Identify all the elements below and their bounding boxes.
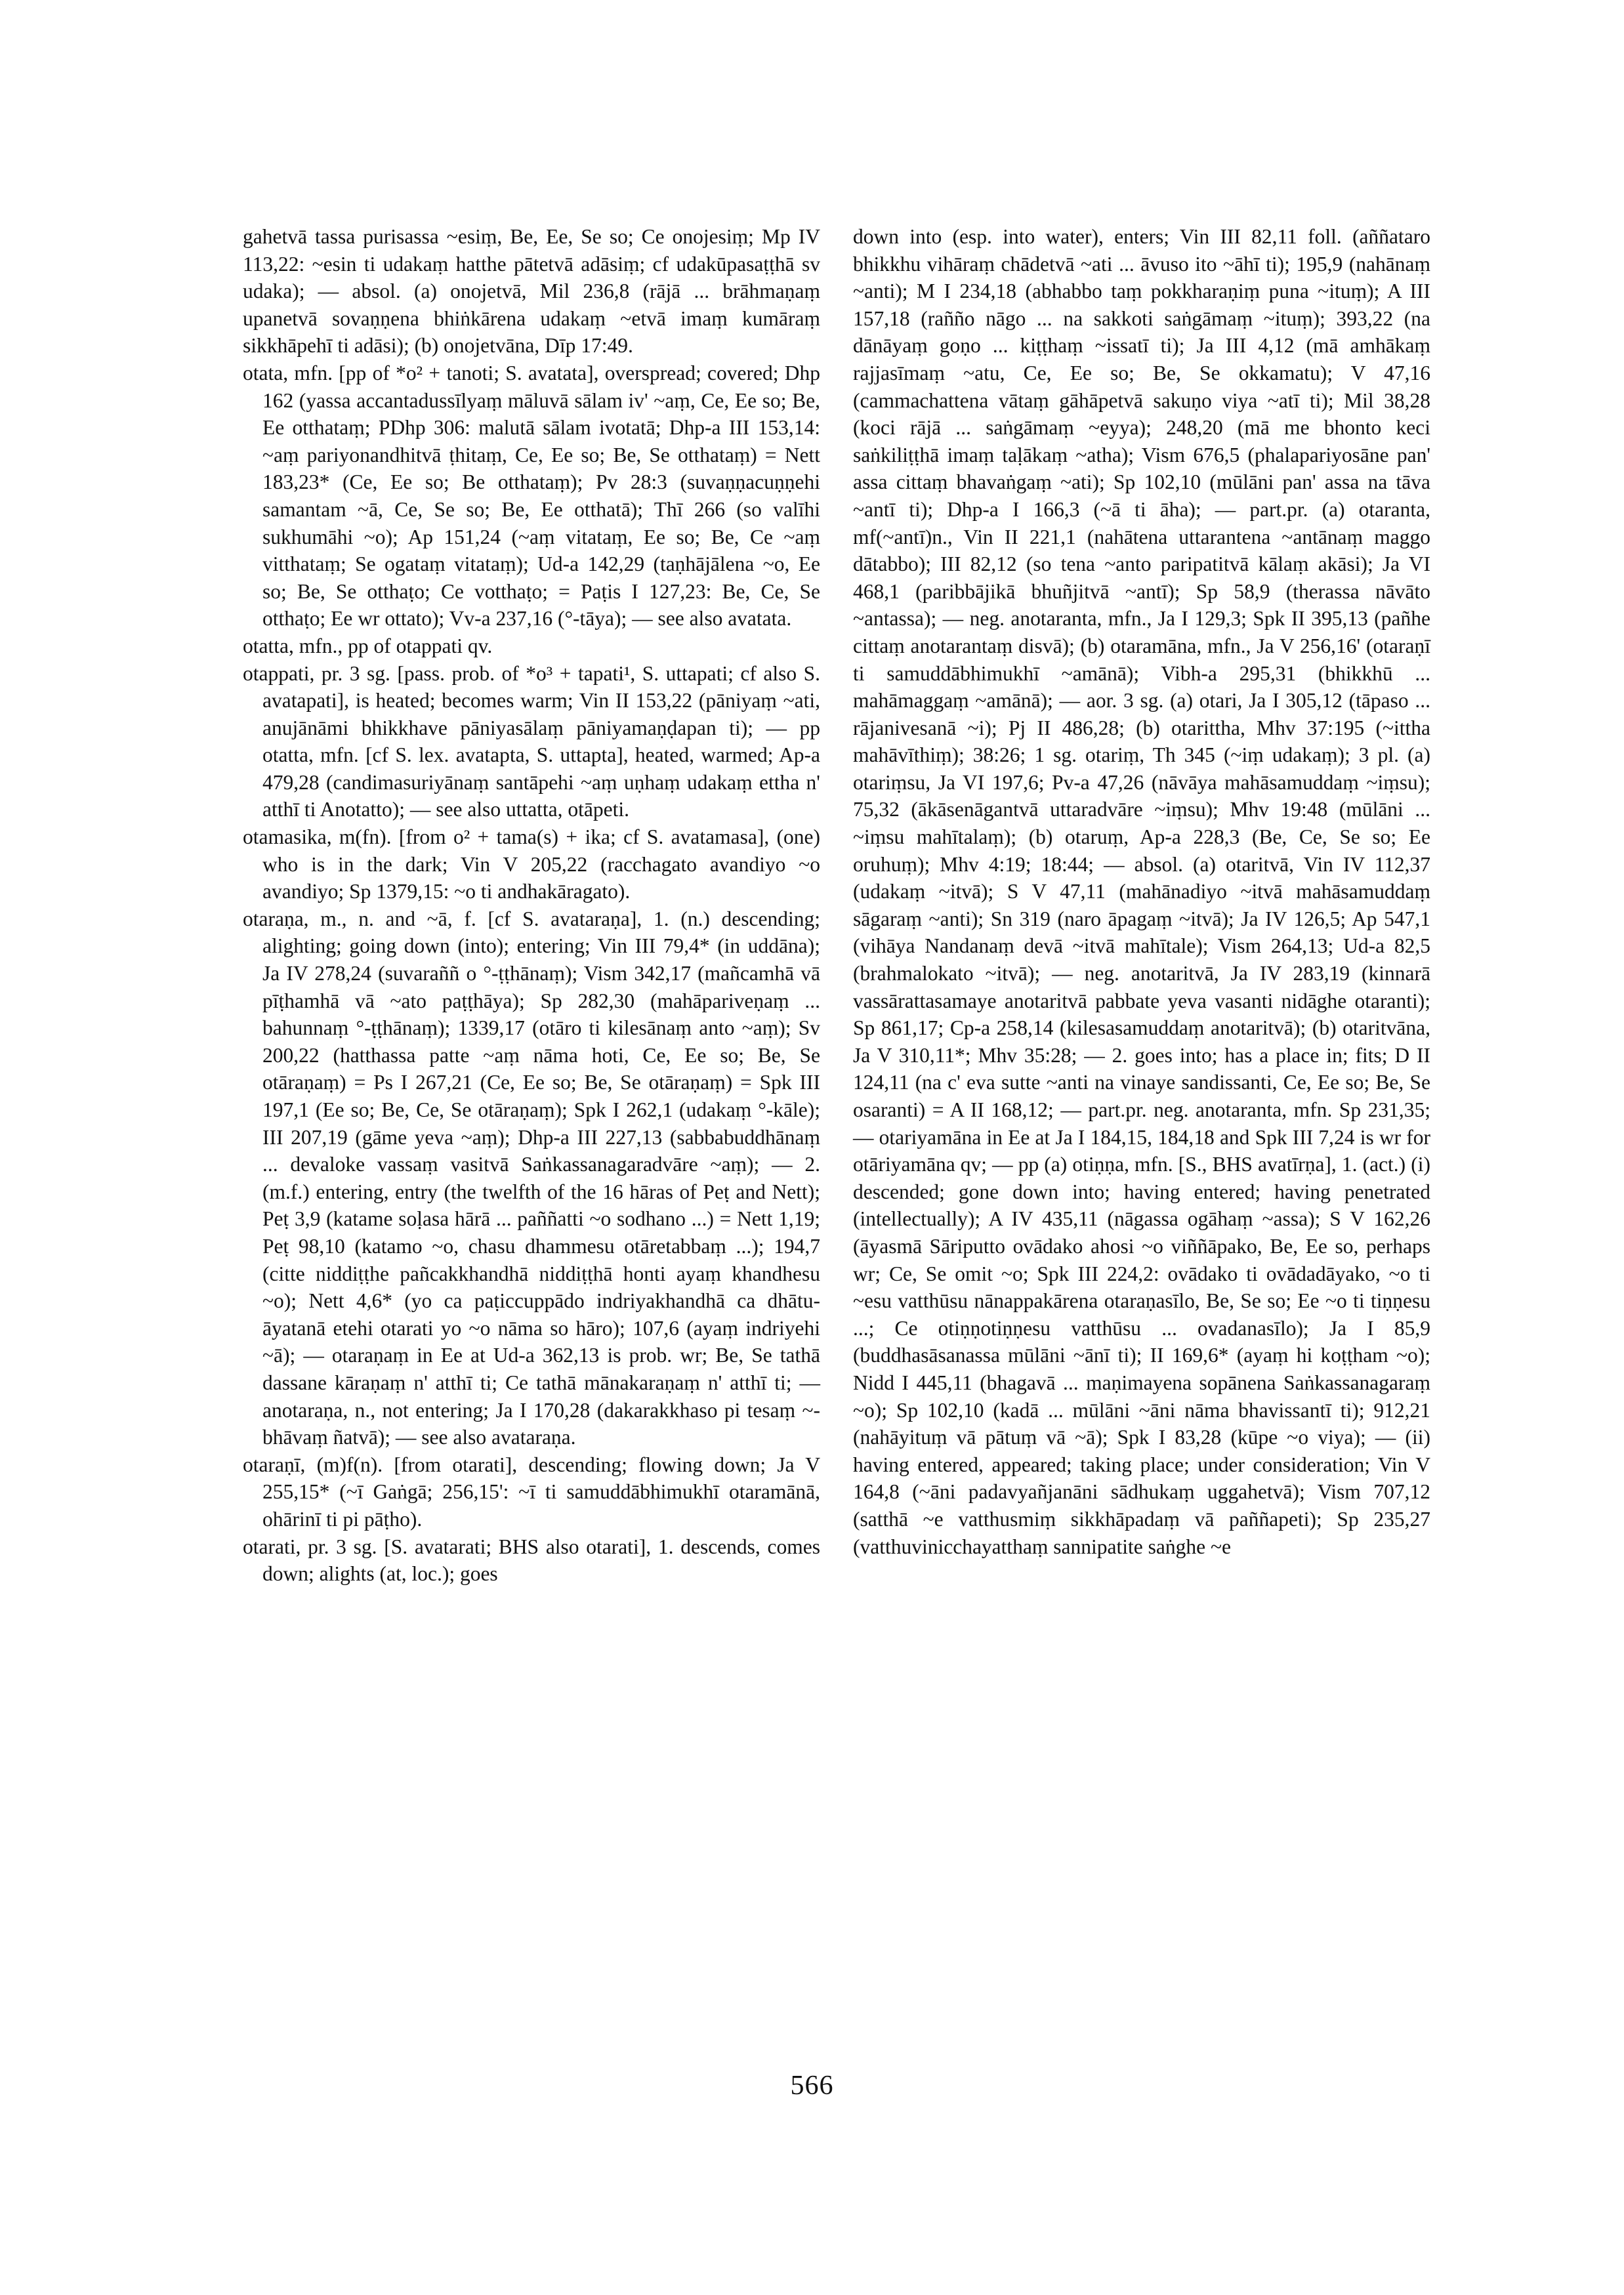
left-column [243, 223, 820, 1588]
entry-otata: otata, mfn. [pp of *o² + tanoti; S. avatata], overspread; covered; Dhp 162 (yassa accantadussīlyaṃ māluvā sālam iv' ~aṃ, Ce, Ee so; Be, Ee otthataṃ; PDhp 306: malutā sālam ivotatā; Dhp-a III 153,14: ~aṃ pariyonandhitvā ṭhitaṃ, Ce, Ee so; Be, Se otthataṃ) = Nett 183,23* (Ce, Ee so; Be otthataṃ); Pv 28:3 (suvaṇṇacuṇṇehi samantam ~ā, Ce, Se so; Be, Ee otthatā); Thī 266 (so valīhi sukhumāhi ~o); Ap 151,24 (~aṃ vitataṃ, Ee so; Be, Ce ~aṃ vitthataṃ; Se ogataṃ vitataṃ); Ud-a 142,29 (taṇhājālena ~o, Ee so; Be, Se otthaṭo; Ce votthaṭo; = Paṭis I 127,23: Be, Ce, Se otthaṭo; Ee wr ottato); Vv-a 237,16 (°-tāya); — see also avatata. [243, 361, 820, 631]
entry-otappati: otappati, pr. 3 sg. [pass. prob. of *o³ + tapati¹, S. uttapati; cf also S. avatapati], is heated; becomes warm; Vin II 153,22 (pāniyaṃ ~ati, anujānāmi bhikkhave pāniyasālaṃ pāniyamaṇḍapan ti); — pp otatta, mfn. [cf S. lex. avatapta, S. uttapta], heated, warmed; Ap-a 479,28 (candimasuriyānaṃ santāpehi ~aṃ uṇhaṃ udakaṃ ettha n' atthī ti Anotatto); — see also uttatta, otāpeti. [243, 661, 820, 821]
entry-otarati-continuation: down into (esp. into water), enters; Vin III 82,11 foll. (aññataro bhikkhu vihāraṃ chādetvā ~ati ... āvuso ito ~āhī ti); 195,9 (nahānaṃ ~anti); M I 234,18 (abhabbo taṃ pokkharaṇiṃ puna ~ituṃ); A III 157,18 (rañño nāgo ... na sakkoti saṅgāmaṃ ~ituṃ); 393,22 (na dānāyaṃ goṇo ... kiṭṭhaṃ ~issatī ti); Ja III 4,12 (mā amhākaṃ rajjasīmaṃ ~atu, Ce, Ee so; Be, Se okkamatu); V 47,16 (cammachattena vātaṃ gāhāpetvā sakuṇo viya ~atī ti); Mil 38,28 (koci rājā ... saṅgāmaṃ ~eyya); 248,20 (mā me bhonto keci saṅkiliṭṭhā imaṃ taḷākaṃ ~atha); Vism 676,5 (phalapariyosāne pan' assa cittaṃ bhavaṅgaṃ ~ati); Sp 102,10 (mūlāni pan' assa na tāva ~antī ti); Dhp-a I 166,3 (~ā ti āha); — part.pr. (a) otaranta, mf(~antī)n., Vin II 221,1 (nahātena uttarantena ~antānaṃ maggo dātabbo); III 82,12 (so tena ~anto paripatitvā kālaṃ akāsi); Ja VI 468,1 (paribbājikā bhuñjitvā ~antī); Sp 58,9 (therassa nāvāto ~antassa); — neg. anotaranta, mfn., Ja I 129,3; Spk II 395,13 (pañhe cittaṃ anotarantaṃ disvā); (b) otaramāna, mfn., Ja V 256,16' (otaraṇī ti samuddābhimukhī ~amānā); Vibh-a 295,31 (bhikkhū ... mahāmaggaṃ ~amānā); — aor. 3 sg. (a) otari, Ja I 305,12 (tāpaso ... rājanivesanā ~i); Pj II 486,28; (b) otarittha, Mhv 37:195 (~ittha mahāvīthiṃ); 38:26; 1 sg. otariṃ, Th 345 (~iṃ udakaṃ); 3 pl. (a) otariṃsu, Ja VI 197,6; Pv-a 47,26 (nāvāya mahāsamuddaṃ ~iṃsu); 75,32 (ākāsenāgantvā uttaradvāre ~iṃsu); Mhv 19:48 (mūlāni ... ~iṃsu mahītalaṃ); (b) otaruṃ, Ap-a 228,3 (Be, Ce, Se so; Ee oruhuṃ); Mhv 4:19; 18:44; — absol. (a) otaritvā, Vin IV 112,37 (udakaṃ ~itvā); S V 47,11 (mahānadiyo ~itvā mahāsamuddaṃ sāgaraṃ ~anti); Sn 319 (naro āpagaṃ ~itvā); Ja IV 126,5; Ap 547,1 (vihāya Nandanaṃ devā ~itvā mahītale); Vism 264,13; Ud-a 82,5 (brahmalokato ~itvā); — neg. anotaritvā, Ja IV 283,19 (kinnarā vassārattasamaye anotaritvā pabbate yeva vasanti nidāghe otaranti); Sp 861,17; Cp-a 258,14 (kilesasamuddaṃ anotaritvā); (b) otaritvāna, Ja V 310,11*; Mhv 35:28; — 2. goes into; has a place in; fits; D II 124,11 (na c' eva sutte ~anti na vinaye sandissanti, Ce, Ee so; Be, Se osaranti) = A II 168,12; — part.pr. neg. anotaranta, mfn. Sp 231,35; — otariyamāna in Ee at Ja I 184,15, 184,18 and Spk III 7,24 is wr for otāriyamāna qv; — pp (a) otiṇṇa, mfn. [S., BHS avatīrṇa], 1. (act.) (i) descended; gone down into; having entered; having penetrated (intellectually); A IV 435,11 (nāgassa ogāhaṃ ~assa); S V 162,26 (āyasmā Sāriputto ovādako ahosi ~o viññāpako, Be, Ee so, perhaps wr; Ce, Se omit ~o; Spk III 224,2: ovādako ti ovādadāyako, ~o ti ~esu vatthūsu nānappakārena otaraṇasīlo, Be, Se so; Ee ~o ti tiṇṇesu ...; Ce otiṇṇotiṇṇesu vatthūsu ... ovadanasīlo); Ja I 85,9 (buddhasāsanassa mūlāni ~ānī ti); II 169,6* (ayaṃ hi koṭṭham ~o); Nidd I 445,11 (bhagavā ... maṇimayena sopānena Saṅkassanagaraṃ ~o); Sp 102,10 (kadā ... mūlāni ~āni nāma bhavissantī ti); 912,21 (nahāyituṃ vā pātuṃ vā ~ā); Spk I 83,28 (kūpe ~o viya); — (ii) having entered, appeared; taking place; under consideration; Vin V 164,8 (~āni padavyañjanāni sādhukaṃ uggahetvā); Vism 707,12 (satthā ~e vatthusmiṃ sikkhāpadaṃ vā paññapeti); Sp 235,27 (vatthuvinicchayatthaṃ sannipatite saṅghe ~e [853, 225, 1430, 1558]
entry-otarati: otarati, pr. 3 sg. [S. avatarati; BHS also otarati], 1. descends, comes down; alights (at, loc.); goes [243, 1535, 820, 1586]
right-column [853, 223, 1430, 1560]
entry-otarana: otaraṇa, m., n. and ~ā, f. [cf S. avataraṇa], 1. (n.) descending; alighting; going down (into); entering; Vin III 79,4* (in uddāna); Ja IV 278,24 (suvaraññ o °-ṭṭhānaṃ); Vism 342,17 (mañcamhā vā pīṭhamhā vā ~ato paṭṭhāya); Sp 282,30 (mahāpariveṇaṃ ... bahunnaṃ °-ṭṭhānaṃ); 1339,17 (otāro ti kilesānaṃ anto ~aṃ); Sv 200,22 (hatthassa patte ~aṃ nāma hoti, Ce, Ee so; Be, Se otāraṇaṃ) = Ps I 267,21 (Ce, Ee so; Be, Se otāraṇaṃ) = Spk III 197,1 (Ee so; Be, Ce, Se otāraṇaṃ); Spk I 262,1 (udakaṃ °-kāle); III 207,19 (gāme yeva ~aṃ); Dhp-a III 227,13 (sabbabuddhānaṃ ... devaloke vassaṃ vasitvā Saṅkassanagaradvāre ~aṃ); — 2. (m.f.) entering, entry (the twelfth of the 16 hāras of Peṭ and Nett); Peṭ 3,9 (katame soḷasa hārā ... paññatti ~o sodhano ...) = Nett 1,19; Peṭ 98,10 (katamo ~o, chasu dhammesu otāretabbaṃ ...); 194,7 (citte niddiṭṭhe pañcakkhandhā niddiṭṭhā honti ayaṃ khandhesu ~o); Nett 4,6* (yo ca paṭiccuppādo indriyakhandhā ca dhātu-āyatanā etehi otarati yo ~o nāma so hāro); 107,6 (ayaṃ indriyehi ~ā); — otaraṇaṃ in Ee at Ud-a 362,13 is prob. wr; Be, Se tathā dassane kāraṇaṃ n' atthī ti; Ce tathā mānakaraṇaṃ n' atthī ti; — anotaraṇa, n., not entering; Ja I 170,28 (dakarakkhaso pi tesaṃ ~-bhāvaṃ ñatvā); — see also avataraṇa. [243, 907, 820, 1449]
entry-otatta: otatta, mfn., pp of otappati qv. [243, 634, 493, 657]
entry-otarani: otaraṇī, (m)f(n). [from otarati], descending; flowing down; Ja V 255,15* (~ī Gaṅgā; 256,15': ~ī ti samuddābhimukhī otaramānā, ohārinī ti pi pāṭho). [243, 1453, 820, 1531]
entry-otamasika: otamasika, m(fn). [from o² + tama(s) + ika; cf S. avatamasa], (one) who is in the dark; Vin V 205,22 (racchagato avandiyo ~o avandiyo; Sp 1379,15: ~o ti andhakāragato). [243, 825, 820, 903]
page-number: 566 [790, 2071, 834, 2101]
entry-continuation: gahetvā tassa purisassa ~esiṃ, Be, Ee, Se so; Ce onojesiṃ; Mp IV 113,22: ~esin ti udakaṃ hatthe pātetvā adāsiṃ; cf udakūpasaṭṭhā sv udaka); — absol. (a) onojetvā, Mil 236,8 (rājā ... brāhmaṇaṃ upanetvā sovaṇṇena bhiṅkārena udakaṃ ~etvā imaṃ kumāraṃ sikkhāpehī ti adāsi); (b) onojetvāna, Dīp 17:49. [243, 225, 820, 358]
